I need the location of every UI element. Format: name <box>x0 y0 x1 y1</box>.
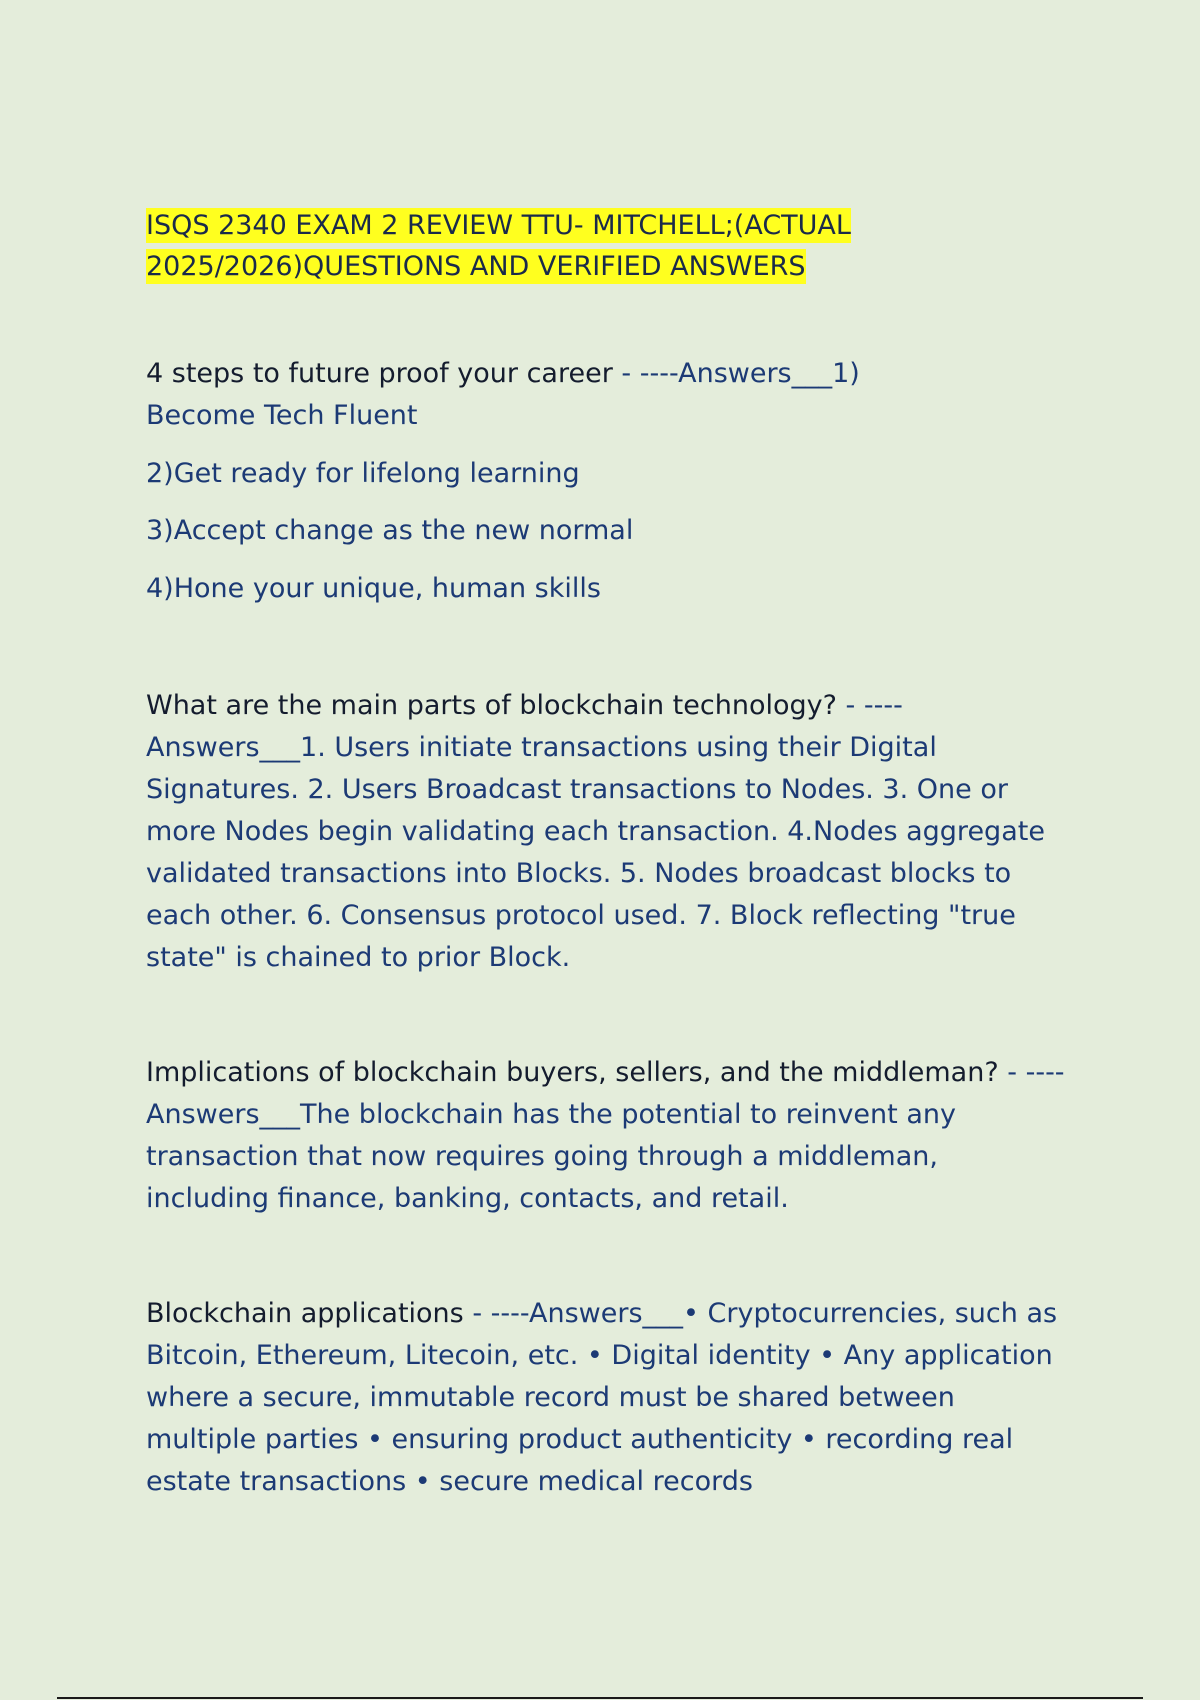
answer-list-item: 2)Get ready for lifelong learning <box>146 458 580 489</box>
question-text: Implications of blockchain buyers, sellers, and the middleman? <box>146 1057 999 1088</box>
answer-text: Answers___1) Become Tech Fluent <box>146 358 860 431</box>
answer-text: Answers___The blockchain has the potential to reinvent any transaction that now requires going through a middleman, including finance, banking, contacts, and retail. <box>146 1099 956 1214</box>
answer-separator: - ---- <box>836 690 903 721</box>
answer-text: Answers___1. Users initiate transactions using their Digital Signatures. 2. Users Broadcast transactions to Nodes. 3. One or more Nodes begin validating each transaction. 4.Nodes aggregate validated transactions into Blocks. 5. Nodes broadcast blocks to each other. 6. Consensus protocol used. 7. Block reflecting "true state" is chained to prior Block. <box>146 732 1045 973</box>
answer-list-item: 4)Hone your unique, human skills <box>146 573 601 604</box>
answer-list-item: 3)Accept change as the new normal <box>146 515 634 546</box>
qa-block-3 <box>146 1052 1066 1220</box>
document-page <box>146 205 1066 1503</box>
answer-separator: - ---- <box>998 1057 1064 1088</box>
answer-separator: - ---- <box>612 358 679 389</box>
title-highlight: ISQS 2340 EXAM 2 REVIEW TTU- MITCHELL;(ACTUAL 2025/2026)QUESTIONS AND VERIFIED ANSWERS <box>146 210 851 282</box>
qa-entry <box>146 1052 1066 1220</box>
answer-separator: - ---- <box>463 1298 530 1329</box>
qa-block-2 <box>146 685 1066 979</box>
qa-entry <box>146 353 966 437</box>
document-title <box>146 205 926 287</box>
question-text: Blockchain applications <box>146 1298 464 1329</box>
footer-divider <box>57 1697 1143 1699</box>
answer-text: Answers___• Cryptocurrencies, such as Bitcoin, Ethereum, Litecoin, etc. • Digital identity • Any application where a secure, immutable record must be shared between multiple parties • ensuring product authenticity • recording real estate transactions • secure medical records <box>146 1298 1058 1497</box>
qa-block-1 <box>146 353 1066 610</box>
qa-block-4 <box>146 1293 1066 1503</box>
qa-entry <box>146 685 1066 979</box>
question-text: 4 steps to future proof your career <box>146 358 613 389</box>
qa-entry <box>146 1293 1066 1503</box>
question-text: What are the main parts of blockchain technology? <box>146 690 837 721</box>
